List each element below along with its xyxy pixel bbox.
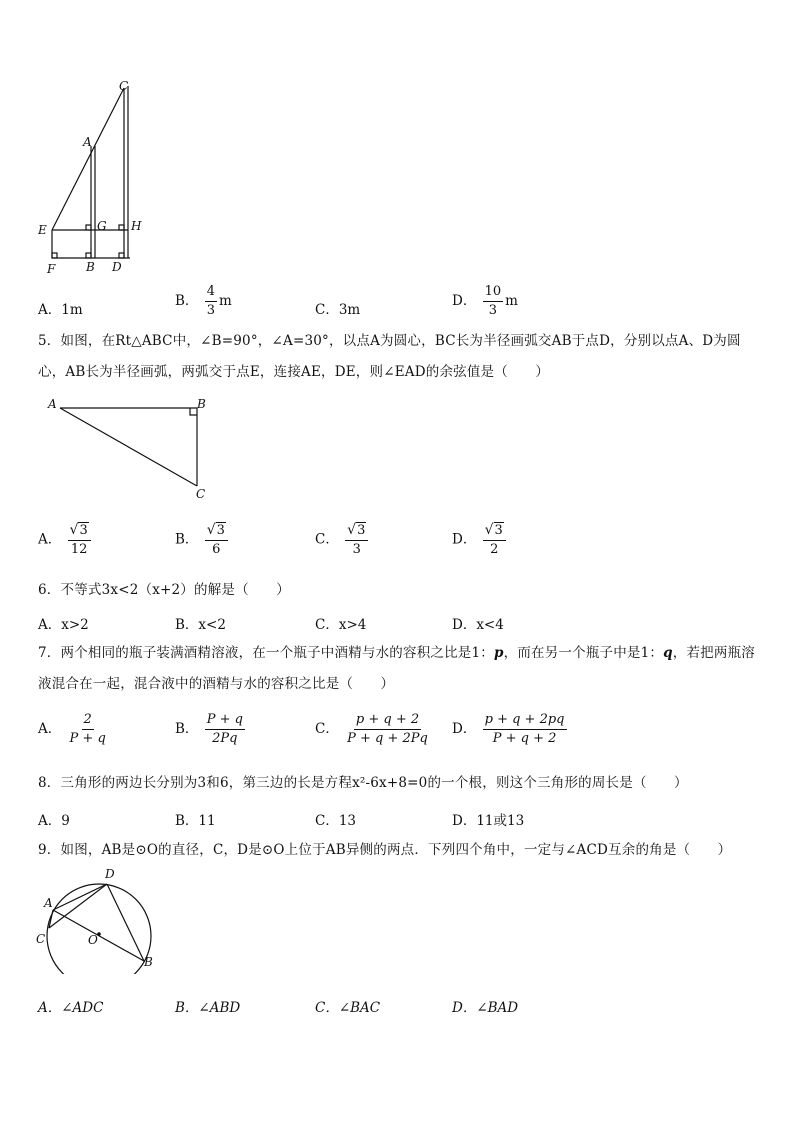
question-9-stem: 9．如图，AB是⊙O的直径，C，D是⊙O上位于AB异侧的两点．下列四个角中，一定与∠ACD互余的角是（ ） [38, 842, 732, 858]
q6-option-d[interactable]: D．x<4 [452, 617, 504, 633]
fraction: $\frac{p + q + 2pq}{P + q + 2}$ [484, 712, 565, 746]
q4-option-b[interactable]: B． $\frac{4}{3}$ m [175, 284, 232, 318]
q6-options [38, 607, 758, 641]
q6-option-a[interactable]: A．x>2 [38, 617, 89, 633]
figure-q9 [32, 864, 162, 974]
question-6-stem: 6．不等式3x<2（x+2）的解是（ ） [38, 582, 290, 598]
q4-option-a[interactable]: A．1m [38, 302, 83, 318]
label-A: A [48, 397, 57, 411]
label-B: B [86, 260, 95, 274]
label-B: B [144, 955, 153, 969]
figure-q4 [30, 76, 150, 276]
fraction: $\frac{p + q + 2}{P + q + 2Pq}$ [347, 712, 428, 746]
fraction: $\frac{10}{3}$ [484, 284, 502, 318]
q5-option-c[interactable]: C． √ 3 3 [315, 522, 370, 558]
label-C: C [36, 932, 46, 946]
q8-option-b[interactable]: B．11 [175, 813, 216, 829]
question-7-stem: 7．两个相同的瓶子装满酒精溶液，在一个瓶子中酒精与水的容积之比是1：p，而在另一个瓶子中是1：q，若把两瓶溶液混合在一起，混合液中的酒精与水的容积之比是（ ） [38, 645, 755, 692]
q7-option-a[interactable]: A． $\frac{2}{P + q}$ [38, 712, 106, 746]
q9-option-b[interactable]: B．∠ABD [175, 1000, 241, 1016]
q4-option-c[interactable]: C．3m [315, 302, 361, 318]
q8-option-c[interactable]: C．13 [315, 813, 357, 829]
question-5-stem: 5．如图，在Rt△ABC中，∠B=90°，∠A=30°，以点A为圆心，BC长为半径画弧交AB于点D，分别以点A、D为圆心，AB长为半径画弧，两弧交于点E，连接AE，DE，则∠EAD的余弦值是（ ） [38, 333, 741, 380]
q8-option-a[interactable]: A．9 [38, 813, 70, 829]
fraction: $\frac{2}{P + q}$ [69, 712, 106, 746]
q4-options [38, 284, 758, 324]
q8-options [38, 803, 758, 837]
q5-option-a[interactable]: A． √ 3 12 [38, 522, 93, 558]
label-F: F [47, 262, 56, 276]
label-H: H [131, 219, 142, 233]
figure-q5 [40, 394, 220, 504]
fraction: √ 3 12 [68, 522, 91, 558]
q7-option-d[interactable]: D． $\frac{p + q + 2pq}{P + q + 2}$ [452, 712, 565, 746]
q5-options [38, 522, 758, 556]
q5-option-b[interactable]: B． √ 3 6 [175, 522, 230, 558]
q4-option-d[interactable]: D． $\frac{10}{3}$ m [452, 284, 518, 318]
q9-option-d[interactable]: D．∠BAD [452, 1000, 519, 1016]
q9-option-c[interactable]: C．∠BAC [315, 1000, 381, 1016]
q7-option-b[interactable]: B． $\frac{P + q}{2Pq}$ [175, 712, 243, 746]
fraction: √ 3 2 [483, 522, 506, 558]
fraction: $\frac{P + q}{2Pq}$ [206, 712, 243, 746]
label-E: E [38, 223, 47, 237]
label-D: D [112, 260, 122, 274]
label-G: G [97, 219, 107, 233]
label-B: B [197, 397, 206, 411]
fraction: √ 3 6 [205, 522, 228, 558]
question-8-stem: 8．三角形的两边长分别为3和6，第三边的长是方程x²-6x+8=0的一个根，则这个三角形的周长是（ ） [38, 775, 688, 791]
q7-option-c[interactable]: C． $\frac{p + q + 2}{P + q + 2Pq}$ [315, 712, 428, 746]
label-A: A [44, 896, 53, 910]
label-D: D [105, 867, 115, 881]
label-A: A [83, 135, 92, 149]
q9-option-a[interactable]: A．∠ADC [38, 1000, 104, 1016]
q5-option-d[interactable]: D． √ 3 2 [452, 522, 508, 558]
label-C: C [119, 79, 129, 93]
q9-options [38, 990, 758, 1024]
q6-option-c[interactable]: C．x>4 [315, 617, 367, 633]
fraction: $\frac{4}{3}$ [206, 284, 215, 318]
label-C: C [196, 487, 206, 501]
q7-options [38, 712, 758, 746]
q6-option-b[interactable]: B．x<2 [175, 617, 226, 633]
label-O: O [88, 933, 98, 947]
fraction: √ 3 3 [345, 522, 368, 558]
q8-option-d[interactable]: D．11或13 [452, 813, 525, 829]
